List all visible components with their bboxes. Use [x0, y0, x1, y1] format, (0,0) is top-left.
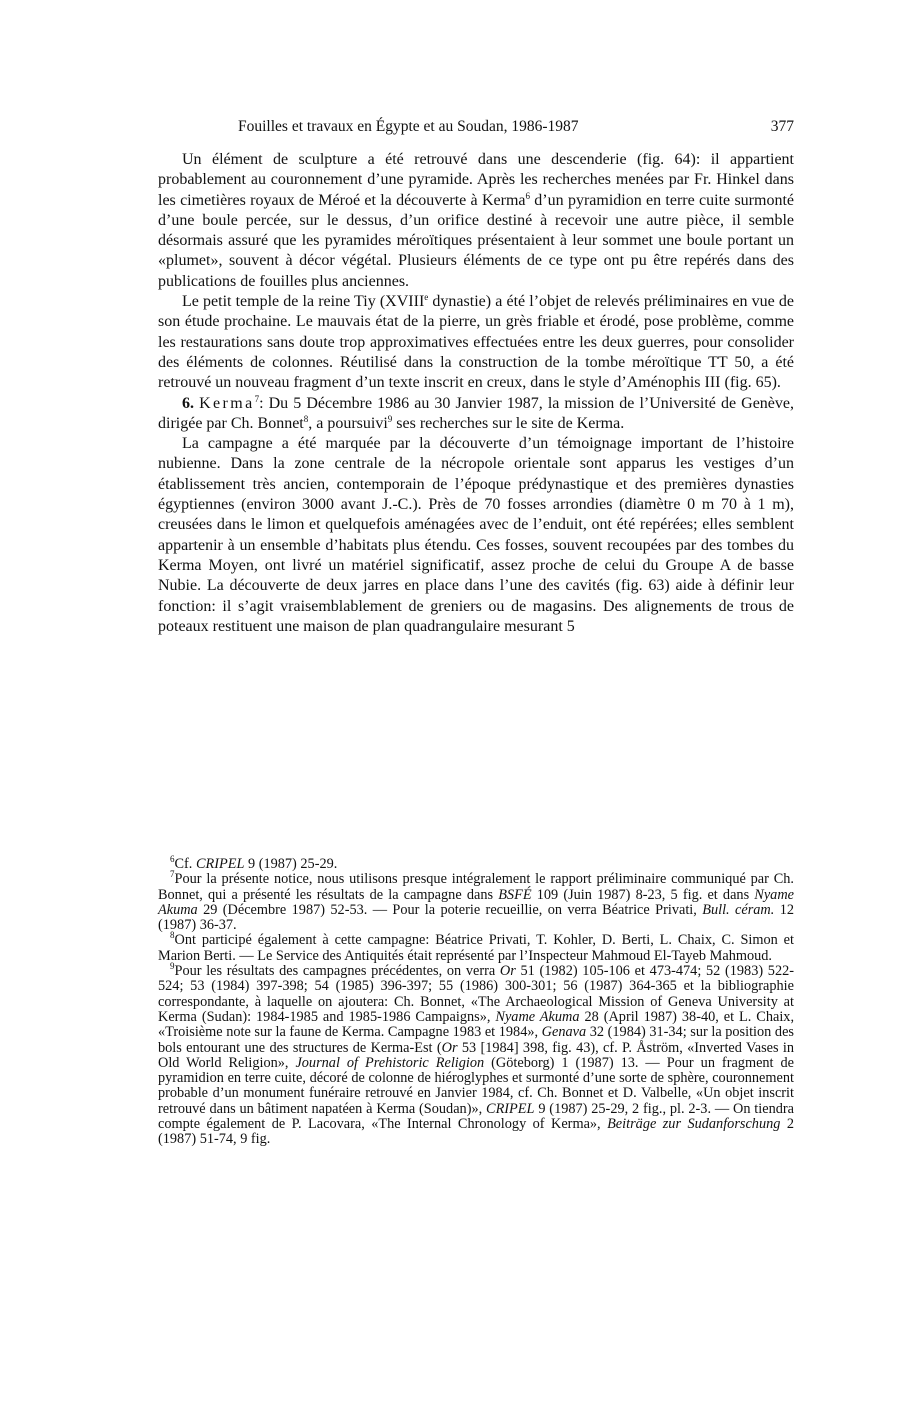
- footnote-6: [158, 854, 794, 872]
- paragraph-text: Un élément de sculpture a été retrouvé dans une descenderie (fig. 64): il appartient probablement au couronnement d’une pyramide. Après les recherches menées par Fr. Hinkel dans les cimetières royaux de Méroé et la découverte à Kerma: [158, 151, 794, 209]
- footnote-text: (Göteborg) 1 (1987) 13. — Pour un fragment de pyramidion en terre cuite, décoré de colonne de hiéroglyphes et surmonté d’une sorte de sphère, couronnement probable d’un monument funéraire retrouvé en Janvier 1984, cf. Ch. Bonnet et D. Valbelle, «Un objet inscrit retrouvé dans un bâtiment napatéen à Kerma (Soudan)»,: [158, 1054, 794, 1117]
- footnote-number: 9: [170, 961, 175, 972]
- paragraph-text: La campagne a été marquée par la découverte d’un témoignage important de l’histoire nubienne. Dans la zone centrale de la nécropole orientale sont apparus les vestiges d’un établissement très ancien, contemporain de l’époque prédynastique et des premières dynasties égyptiennes (environ 3000 avant J.-C.). Près de 70 fosses arrondies (diamètre 0 m 70 à 1 m), creusées dans le limon et quelquefois aménagées avec de l’enduit, ont été repérées; elles semblent appartenir à un ensemble d’habitats plus étendu. Ces fosses, souvent recoupées par des tombes du Kerma Moyen, ont livré un matériel significatif, assez proche de celui du Groupe A de basse Nubie. La découverte de deux jarres en place dans l’une des cavités (fig. 63) aide à définir leur fonction: il s’agit vraisemblablement de greniers ou de magasins. Des alignements de trous de poteaux restituent une maison de plan quadrangulaire mesurant 5: [158, 435, 794, 635]
- footnote-text: 29 (Décembre 1987) 52-53. — Pour la poterie recueillie, on verra Béatrice Privati,: [197, 901, 703, 918]
- main-text: [158, 150, 794, 637]
- footnote-text: 51 (1982) 105-106 et 473-474; 52 (1983) 522-524; 53 (1984) 397-398; 54 (1985) 396-397; 55 (1986) 300-301; 56 (1987) 364-365 et la bibliographie correspondante, à laquelle on ajoutera: Ch. Bonnet, «The Archaeological Mission of Geneva University at Kerma (Sudan): 1984-1985 and 1985-1986 Campaigns»,: [158, 963, 795, 1025]
- paragraph-campaign: [158, 434, 794, 637]
- footnote-text: 53 [1984] 398, fig. 43), cf. P. Åström, «Inverted Vases in Old World Religion»,: [158, 1039, 794, 1071]
- footnote-text: 9 (1987) 25-29, 2 fig., pl. 2-3. — On tiendra compte également de P. Lacovara, «The Internal Chronology of Kerma»,: [158, 1100, 795, 1133]
- footnote-text: Cf.: [174, 856, 196, 872]
- paragraph-sculpture: [158, 150, 794, 292]
- journal-title: CRIPEL: [486, 1100, 535, 1117]
- footnote-text: Pour la présente notice, nous utilisons presque intégralement le rapport préliminaire communiqué par Ch. Bonnet, qui a présenté les résultats de la campagne dans: [158, 871, 794, 903]
- page-number: 377: [770, 118, 794, 135]
- paragraph-kerma-intro: [158, 394, 794, 435]
- footnote-9: [158, 961, 795, 1148]
- footnote-8: [158, 930, 794, 964]
- journal-title: Nyame Akuma: [158, 886, 794, 918]
- footnote-text: 12 (1987) 36-37.: [158, 901, 795, 934]
- footnote-ref-9: 9: [387, 413, 393, 424]
- footnote-text: 28 (April 1987) 38-40, et L. Chaix, «Troisième note sur la faune de Kerma. Campagne 1983 et 1984»,: [158, 1008, 795, 1041]
- footnote-7: [158, 869, 795, 934]
- journal-title: CRIPEL: [195, 856, 245, 872]
- journal-title: Bull. céram.: [702, 901, 775, 918]
- section-number: 6.: [182, 394, 194, 412]
- section-place-name: Kerma: [199, 394, 255, 412]
- footnote-number: 6: [170, 854, 175, 864]
- footnote-ref-6: 6: [525, 190, 530, 201]
- footnote-ref-7: 7: [254, 393, 260, 404]
- footnote-text: Pour les résultats des campagnes précédentes, on verra: [174, 963, 500, 980]
- running-header: [158, 118, 794, 140]
- paragraph-text: ses recherches sur le site de Kerma.: [392, 414, 625, 432]
- superscript-e: e: [424, 292, 429, 303]
- journal-title: Journal of Prehistoric Religion: [295, 1054, 485, 1071]
- paragraph-text: dynastie) a été l’objet de relevés préliminaires en vue de son étude prochaine. Le mauvais état de la pierre, un grès friable et érodé, pose problème, comme les restaurations sans doute trop approximatives effectuées entre les deux guerres, pour consolider des éléments de colonnes. Réutilisé dans la construction de la tombe méroïtique TT 50, a été retrouvé un nouveau fragment d’un texte inscrit en creux, dans le style d’Aménophis III (fig. 65).: [158, 293, 795, 392]
- footnotes: [158, 854, 795, 1148]
- journal-title: Or: [499, 963, 516, 980]
- paragraph-temple-tiy: [158, 292, 794, 393]
- journal-title: Genava: [541, 1024, 587, 1041]
- journal-title: Nyame Akuma: [495, 1008, 580, 1025]
- journal-title: Or: [441, 1039, 458, 1056]
- footnote-text: 9 (1987) 25-29.: [244, 856, 338, 872]
- footnote-text: 32 (1984) 31-34; sur la position des bols entourant une des structures de Kerma-Est (: [158, 1024, 794, 1056]
- footnote-ref-8: 8: [303, 413, 309, 424]
- paragraph-text: : Du 5 Décembre 1986 au 30 Janvier 1987, la mission de l’Université de Genève, dirigée par Ch. Bonnet: [158, 394, 795, 432]
- paragraph-text: , a poursuivi: [308, 414, 388, 432]
- footnote-text: Ont participé également à cette campagne: Béatrice Privati, T. Kohler, D. Berti, L. Chaix, C. Simon et Marion Berti. — Le Service des Antiquités était représenté par l’Inspecteur Mahmoud El-Tayeb Mahmoud.: [158, 932, 794, 964]
- footnote-number: 7: [170, 869, 175, 880]
- journal-title: Beiträge zur Sudanforschung: [607, 1116, 781, 1133]
- paragraph-text: d’un pyramidion en terre cuite surmonté d’une boule percée, sur le dessus, d’un orifice destiné à recevoir une autre pièce, il semble désormais assuré que les pyramides méroïtiques présentaient à leur sommet une boule portant un «plumet», souvent à décor végétal. Plusieurs éléments de ce type ont pu être repérés dans des publications de fouilles plus anciennes.: [158, 191, 794, 290]
- footnote-text: 109 (Juin 1987) 8-23, 5 fig. et dans: [531, 886, 755, 903]
- journal-title: BSFÉ: [498, 886, 532, 903]
- running-title: Fouilles et travaux en Égypte et au Soudan, 1986-1987: [238, 118, 579, 135]
- footnote-number: 8: [170, 930, 175, 941]
- paragraph-text: Le petit temple de la reine Tiy (XVIII: [182, 293, 425, 311]
- footnote-text: 2 (1987) 51-74, 9 fig.: [158, 1116, 794, 1148]
